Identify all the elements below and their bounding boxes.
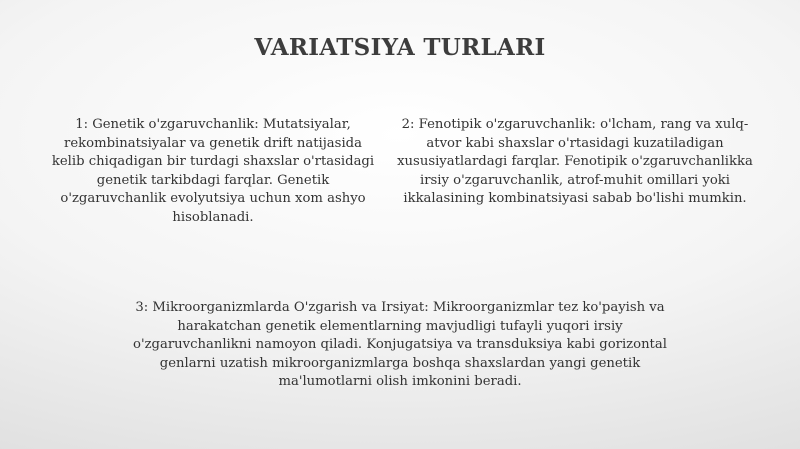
- slide-title: VARIATSIYA TURLARI: [254, 34, 546, 61]
- phenotypic-variation-text: 2: Fenotipik o'zgaruvchanlik: o'lcham, rang va xulq-atvor kabi shaxslar o'rtasidagi kuzatiladigan xususiyatlardagi farqlar. Fenotipik o'zgaruvchanlikka irsiy o'zgaruvchanlik, atrof-muhit omillari yoki ikkalasining kombinatsiyasi sabab bo'lishi mumkin.: [397, 117, 753, 207]
- genetic-variation-text: 1: Genetik o'zgaruvchanlik: Mutatsiyalar, rekombinatsiyalar va genetik drift natijasida kelib chiqadigan bir turdagi shaxslar o'rtasidagi genetik tarkibdagi farqlar. Genetik o'zgaruvchanlik evolyutsiya uchun xom ashyo hisoblanadi.: [51, 117, 375, 225]
- microorganism-variation-text: 3: Mikroorganizmlarda O'zgarish va Irsiyat: Mikroorganizmlar tez ko'payish va harakatchan genetik elementlarning mavjudligi tufayli yuqori irsiy o'zgaruvchanlikni namoyon qiladi. Konjugatsiya va transduksiya kabi gorizontal genlarni uzatish mikroorganizmlarga boshqa shaxslardan yangi genetik ma'lumotlarni olish imkonini beradi.: [133, 300, 667, 390]
